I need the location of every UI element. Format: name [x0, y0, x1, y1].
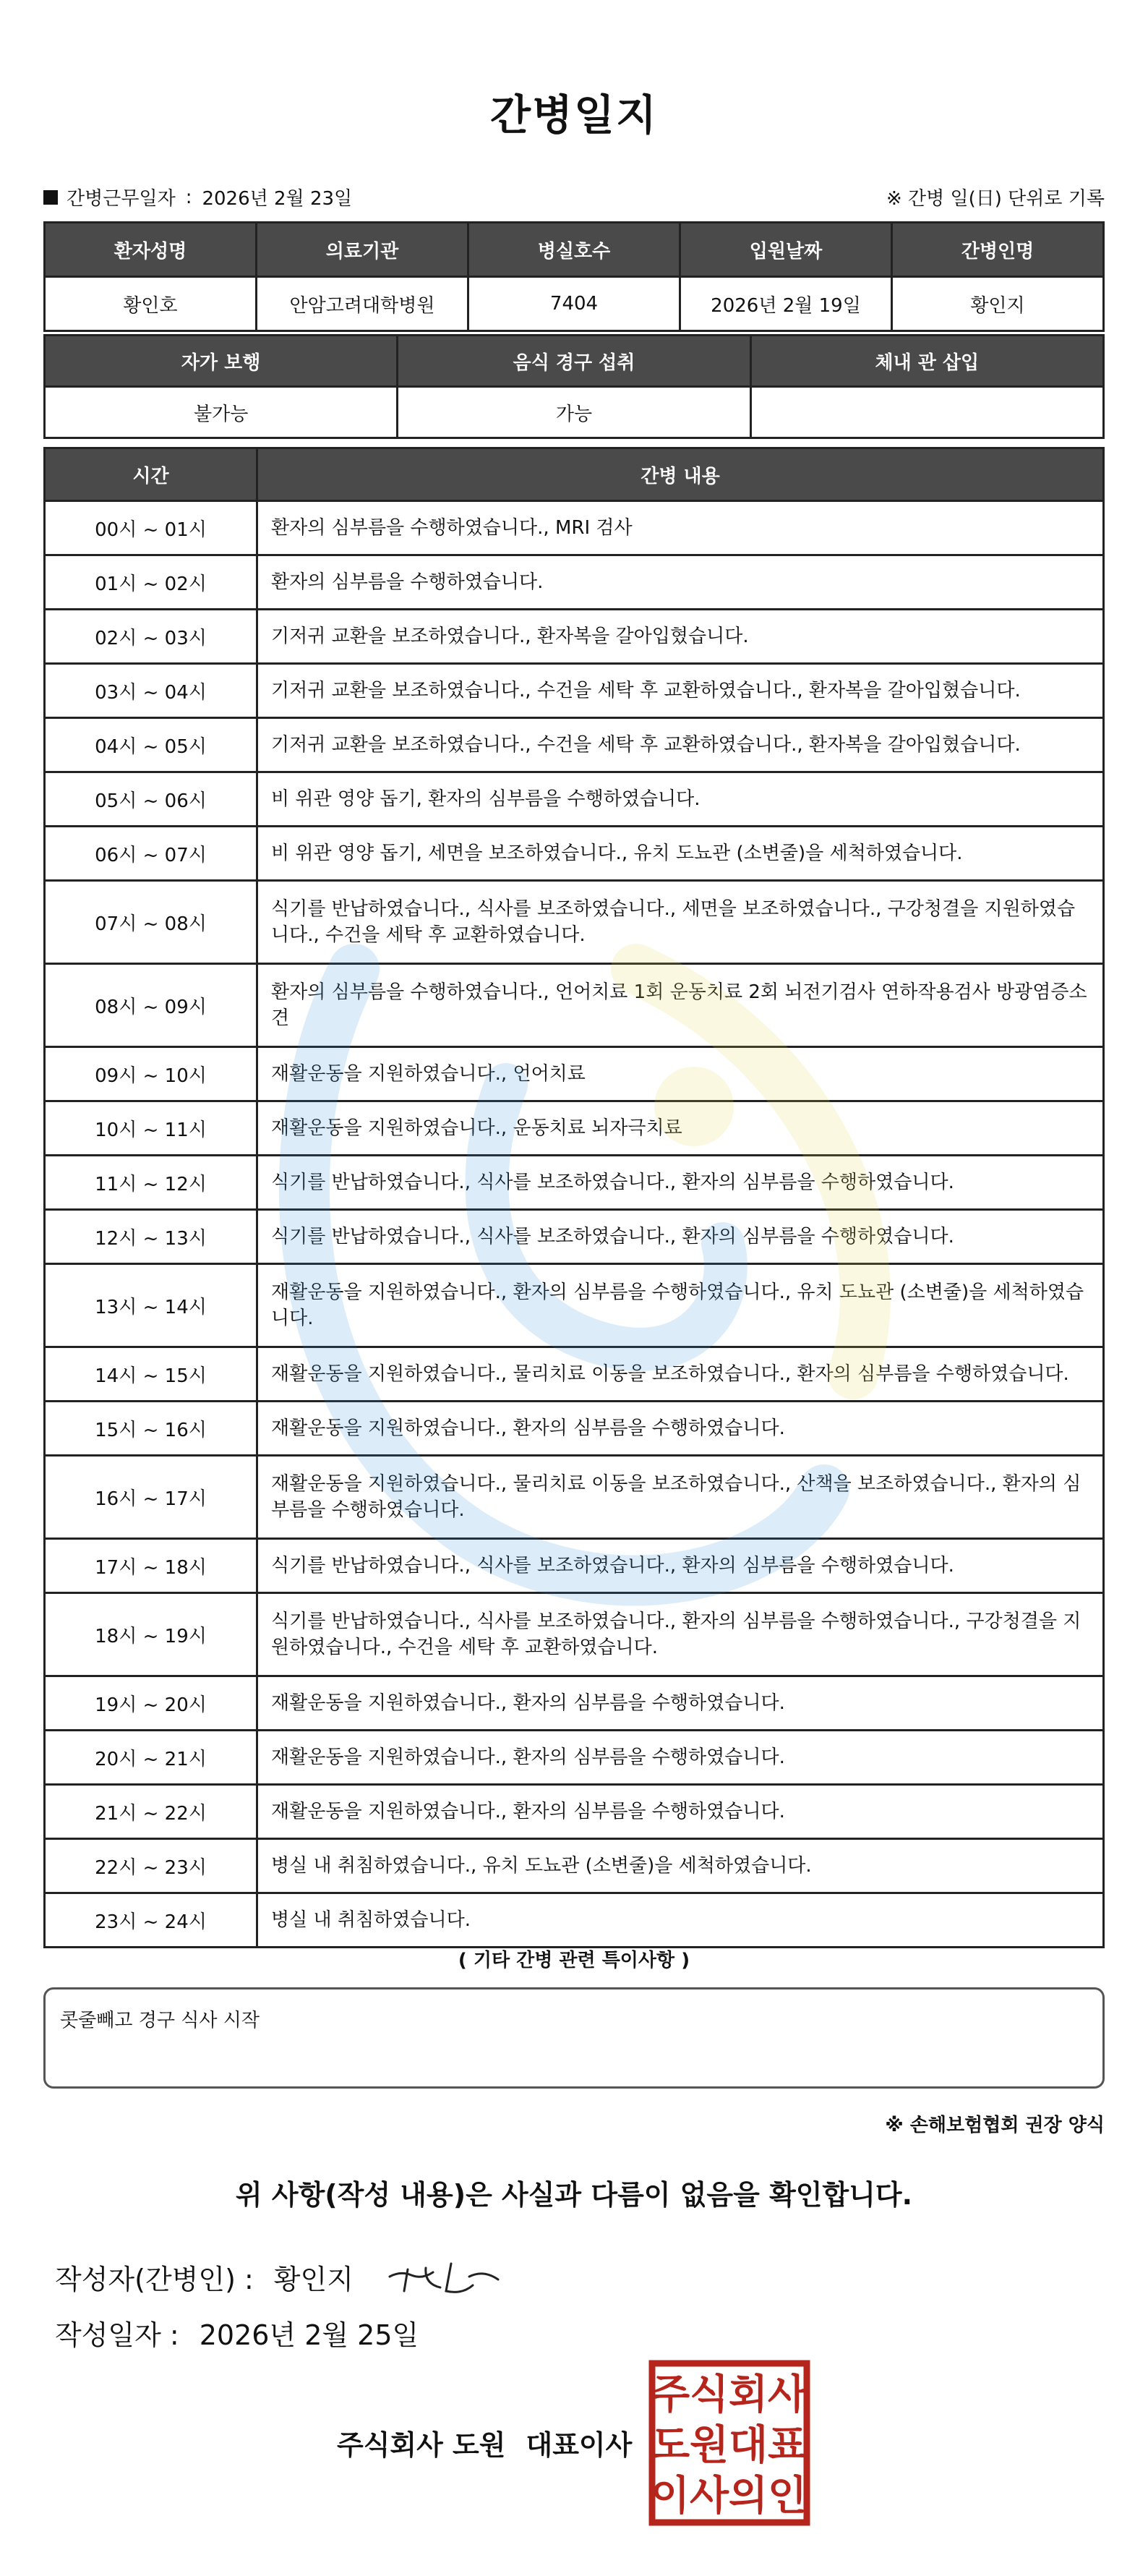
care-log-content: 재활운동을 지원하였습니다., 환자의 심부름을 수행하였습니다., 유치 도뇨관 (소변줄)을 세척하였습니다. — [257, 1264, 1104, 1347]
seal-character: 주 — [650, 2371, 690, 2418]
hospital-name: 안암고려대학병원 — [257, 277, 468, 331]
header-hospital: 의료기관 — [257, 223, 468, 277]
company-name: 주식회사 도원 — [337, 2429, 506, 2461]
care-log-content: 환자의 심부름을 수행하였습니다., 언어치료 1회 운동치료 2회 뇌전기검사 연하작용검사 방광염증소견 — [257, 964, 1104, 1047]
care-log-content: 식기를 반납하였습니다., 식사를 보조하였습니다., 환자의 심부름을 수행하였습니다., 구강청결을 지원하였습니다., 수건을 세탁 후 교환하였습니다. — [257, 1593, 1104, 1676]
tube-insertion-value — [750, 387, 1103, 438]
care-log-time: 00시 ~ 01시 — [45, 501, 257, 555]
care-log-time: 08시 ~ 09시 — [45, 964, 257, 1047]
work-date-value: 2026년 2월 23일 — [202, 188, 353, 210]
care-log-content: 환자의 심부름을 수행하였습니다., MRI 검사 — [257, 501, 1104, 555]
written-date-value: 2026년 2월 25일 — [199, 2319, 419, 2351]
page-title: 간병일지 — [489, 90, 659, 140]
room-number: 7404 — [468, 277, 680, 331]
patient-status-table — [43, 334, 1105, 439]
patient-status-header-row — [45, 336, 1104, 387]
header-caregiver-name: 간병인명 — [892, 223, 1104, 277]
care-log-row — [45, 1785, 1104, 1839]
care-log-time: 12시 ~ 13시 — [45, 1210, 257, 1264]
seal-character: 표 — [767, 2422, 808, 2469]
header-room: 병실호수 — [468, 223, 680, 277]
header-tube-insertion: 체내 관 삽입 — [750, 336, 1103, 387]
care-log-time: 19시 ~ 20시 — [45, 1676, 257, 1731]
care-log-row — [45, 1839, 1104, 1893]
care-log-row — [45, 664, 1104, 718]
care-log-time: 13시 ~ 14시 — [45, 1264, 257, 1347]
caregiver-name: 황인지 — [892, 277, 1104, 331]
care-log-content: 재활운동을 지원하였습니다., 환자의 심부름을 수행하였습니다. — [257, 1785, 1104, 1839]
care-log-content: 재활운동을 지원하였습니다., 환자의 심부름을 수행하였습니다. — [257, 1676, 1104, 1731]
header-oral-intake: 음식 경구 섭취 — [398, 336, 750, 387]
header-patient-name: 환자성명 — [45, 223, 257, 277]
seal-character: 대 — [728, 2422, 768, 2469]
care-log-time: 01시 ~ 02시 — [45, 555, 257, 610]
self-walking-value: 불가능 — [45, 387, 398, 438]
watermark-yellow-arc — [636, 969, 865, 1374]
care-log-content: 재활운동을 지원하였습니다., 물리치료 이동을 보조하였습니다., 환자의 심부름을 수행하였습니다. — [257, 1347, 1104, 1402]
care-log-time: 07시 ~ 08시 — [45, 881, 257, 964]
seal-character: 이 — [650, 2473, 690, 2520]
care-log-time: 03시 ~ 04시 — [45, 664, 257, 718]
company-line — [337, 2423, 632, 2462]
written-date-line — [55, 2313, 419, 2353]
company-representative: 대표이사 — [526, 2429, 633, 2461]
care-log-row — [45, 1676, 1104, 1731]
header-time: 시간 — [45, 448, 257, 501]
writer-line — [55, 2255, 505, 2298]
care-log-row — [45, 610, 1104, 664]
writer-name: 황인지 — [273, 2263, 354, 2295]
work-date-sep: : — [185, 186, 192, 208]
care-log-content: 기저귀 교환을 보조하였습니다., 수건을 세탁 후 교환하였습니다., 환자복을 갈아입혔습니다. — [257, 664, 1104, 718]
care-log-time: 20시 ~ 21시 — [45, 1731, 257, 1785]
care-log-time: 11시 ~ 12시 — [45, 1156, 257, 1210]
seal-character: 식 — [689, 2371, 729, 2418]
care-log-content: 환자의 심부름을 수행하였습니다. — [257, 555, 1104, 610]
care-log-row — [45, 827, 1104, 881]
care-log-row — [45, 501, 1104, 555]
header-self-walking: 자가 보행 — [45, 336, 398, 387]
care-log-time: 04시 ~ 05시 — [45, 718, 257, 772]
care-log-row — [45, 1731, 1104, 1785]
care-log-time: 06시 ~ 07시 — [45, 827, 257, 881]
care-log-time: 05시 ~ 06시 — [45, 772, 257, 827]
square-bullet-icon — [43, 190, 58, 205]
notes-box — [43, 1987, 1105, 2089]
header-admission-date: 입원날짜 — [680, 223, 892, 277]
care-log-time: 18시 ~ 19시 — [45, 1593, 257, 1676]
company-seal-image — [648, 2359, 811, 2527]
form-footnote: ※ 손해보험협회 권장 양식 — [885, 2115, 1105, 2136]
admission-date: 2026년 2월 19일 — [680, 277, 892, 331]
care-log-content: 재활운동을 지원하였습니다., 환자의 심부름을 수행하였습니다. — [257, 1402, 1104, 1456]
patient-name: 황인호 — [45, 277, 257, 331]
watermark-yellow-dot — [654, 1067, 734, 1146]
seal-character: 사 — [767, 2371, 808, 2418]
care-log-time: 23시 ~ 24시 — [45, 1893, 257, 1948]
patient-info-header-row — [45, 223, 1104, 277]
seal-character: 의 — [728, 2473, 768, 2520]
record-unit-note: ※ 간병 일(日) 단위로 기록 — [886, 188, 1105, 210]
care-log-time: 16시 ~ 17시 — [45, 1456, 257, 1539]
care-log-time: 10시 ~ 11시 — [45, 1101, 257, 1156]
care-log-content: 기저귀 교환을 보조하였습니다., 환자복을 갈아입혔습니다. — [257, 610, 1104, 664]
care-log-row — [45, 772, 1104, 827]
care-log-content: 식기를 반납하였습니다., 식사를 보조하였습니다., 환자의 심부름을 수행하였습니다. — [257, 1156, 1104, 1210]
writer-label: 작성자(간병인) : — [55, 2263, 254, 2295]
care-log-row — [45, 718, 1104, 772]
care-log-time: 02시 ~ 03시 — [45, 610, 257, 664]
care-log-content: 식기를 반납하였습니다., 식사를 보조하였습니다., 환자의 심부름을 수행하였습니다. — [257, 1210, 1104, 1264]
work-date-label: 간병근무일자 — [67, 188, 176, 210]
care-log-content: 재활운동을 지원하였습니다., 언어치료 — [257, 1047, 1104, 1101]
notes-title: ( 기타 간병 관련 특이사항 ) — [458, 1950, 690, 1971]
seal-character: 인 — [767, 2473, 808, 2520]
written-date-label: 작성일자 : — [55, 2319, 179, 2351]
work-date — [43, 184, 352, 210]
care-log-time: 17시 ~ 18시 — [45, 1539, 257, 1593]
patient-info-value-row — [45, 277, 1104, 331]
watermark-logo — [231, 940, 925, 1663]
care-log-content: 재활운동을 지원하였습니다., 물리치료 이동을 보조하였습니다., 산책을 보조하였습니다., 환자의 심부름을 수행하였습니다. — [257, 1456, 1104, 1539]
care-log-content: 재활운동을 지원하였습니다., 운동치료 뇌자극치료 — [257, 1101, 1104, 1156]
seal-character: 사 — [689, 2473, 729, 2520]
notes-content: 콧줄빼고 경구 식사 시작 — [60, 2010, 260, 2031]
care-log-row — [45, 1893, 1104, 1948]
patient-info-table — [43, 221, 1105, 332]
seal-character: 도 — [650, 2422, 690, 2469]
care-log-time: 15시 ~ 16시 — [45, 1402, 257, 1456]
header-care-content: 간병 내용 — [257, 448, 1104, 501]
care-log-content: 비 위관 영양 돕기, 세면을 보조하였습니다., 유치 도뇨관 (소변줄)을 세척하였습니다. — [257, 827, 1104, 881]
care-log-content: 병실 내 취침하였습니다., 유치 도뇨관 (소변줄)을 세척하였습니다. — [257, 1839, 1104, 1893]
care-log-row — [45, 555, 1104, 610]
care-log-time: 14시 ~ 15시 — [45, 1347, 257, 1402]
care-log-content: 기저귀 교환을 보조하였습니다., 수건을 세탁 후 교환하였습니다., 환자복을 갈아입혔습니다. — [257, 718, 1104, 772]
care-log-time: 09시 ~ 10시 — [45, 1047, 257, 1101]
signature-image — [382, 2255, 505, 2298]
seal-character: 원 — [689, 2422, 729, 2469]
care-log-time: 21시 ~ 22시 — [45, 1785, 257, 1839]
care-log-content: 비 위관 영양 돕기, 환자의 심부름을 수행하였습니다. — [257, 772, 1104, 827]
care-log-header-row — [45, 448, 1104, 501]
care-log-content: 병실 내 취침하였습니다. — [257, 1893, 1104, 1948]
care-log-content: 식기를 반납하였습니다., 식사를 보조하였습니다., 환자의 심부름을 수행하였습니다. — [257, 1539, 1104, 1593]
care-log-content: 식기를 반납하였습니다., 식사를 보조하였습니다., 세면을 보조하였습니다., 구강청결을 지원하였습니다., 수건을 세탁 후 교환하였습니다. — [257, 881, 1104, 964]
patient-status-value-row — [45, 387, 1104, 438]
oral-intake-value: 가능 — [398, 387, 750, 438]
care-log-time: 22시 ~ 23시 — [45, 1839, 257, 1893]
seal-character: 회 — [728, 2371, 768, 2418]
confirmation-statement: 위 사항(작성 내용)은 사실과 다름이 없음을 확인합니다. — [235, 2179, 913, 2211]
care-log-content: 재활운동을 지원하였습니다., 환자의 심부름을 수행하였습니다. — [257, 1731, 1104, 1785]
